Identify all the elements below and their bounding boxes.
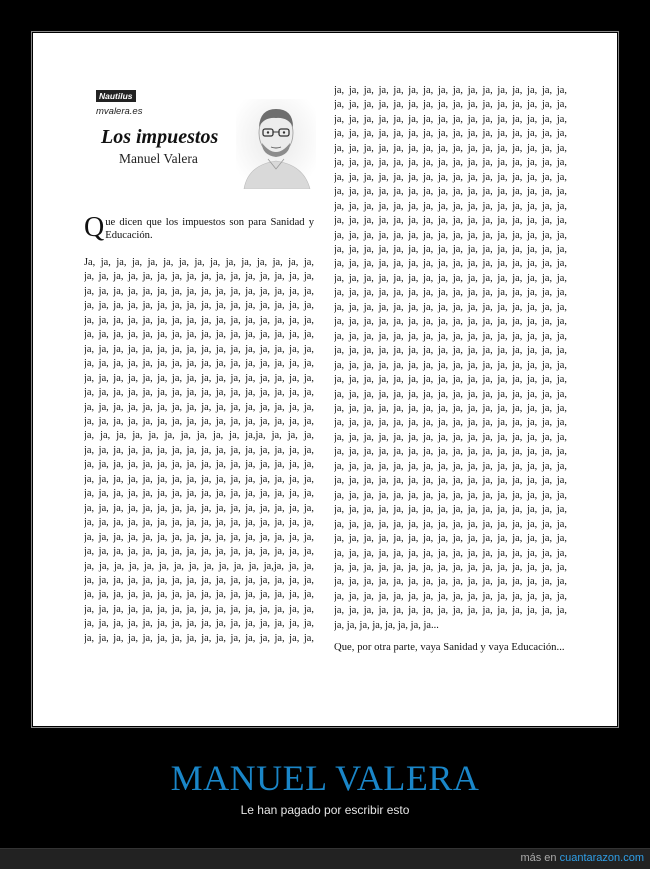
text-line: ja, ja, ja, ja, ja, ja, ja, ja, ja, ja, ja, ja, ja, ja, ja, ja, <box>84 603 314 615</box>
text-line: ja, ja, ja, ja, ja, ja, ja, ja, ja, ja, ja, ja, ja, ja, ja, ja, <box>84 358 314 370</box>
text-line: ja, ja, ja, ja, ja, ja, ja, ja, ja, ja, ja, ja, ja, ja, ja, ja, <box>334 431 567 443</box>
footer-bar <box>0 848 650 869</box>
text-line: ja, ja, ja, ja, ja, ja, ja, ja, ja, ja, ja, ja, ja, ja, ja, ja, <box>334 142 567 154</box>
text-line: ja, ja, ja, ja, ja, ja, ja, ja, ja, ja, ja, ja, ja, ja, ja, ja, <box>84 517 314 529</box>
text-line: ja, ja, ja, ja, ja, ja, ja, ja, ja, ja, ja, ja, ja, ja, ja, ja, <box>334 128 567 140</box>
intro-text: ue dicen que los impuestos son para Sanidad y Educación. <box>105 217 314 241</box>
brand-tag: Nautilus <box>96 90 136 102</box>
text-line: ja, ja, ja, ja, ja, ja, ja, ja, ja, ja, ja, ja, ja, ja, ja, ja, <box>84 329 314 341</box>
text-line: ja, ja, ja, ja, ja, ja, ja, ja, ja, ja, ja, ja, ja, ja, ja, ja, <box>84 415 314 427</box>
text-line: ja, ja, ja, ja, ja, ja, ja, ja, ja, ja, ja, ja, ja, ja, ja, ja, <box>84 473 314 485</box>
text-line: ja, ja, ja, ja, ja, ja, ja, ja, ja, ja, ja, ja, ja, ja, ja, ja, <box>84 632 314 644</box>
text-line: ja, ja, ja, ja, ja, ja, ja, ja, ja, ja, ja, ja, ja, ja, ja, ja, <box>334 605 567 617</box>
text-line: ja, ja, ja, ja, ja, ja, ja, ja, ja, ja, ja, ja, ja, ja, ja, ja, <box>334 113 567 125</box>
text-line: ja, ja, ja, ja, ja, ja, ja, ja, ja, ja, ja, ja, ja, ja, ja, ja, <box>334 258 567 270</box>
text-line: ja, ja, ja, ja, ja, ja, ja, ja, ja, ja, ja, ja, ja, ja, ja, ja, <box>84 618 314 630</box>
article-author: Manuel Valera <box>119 151 198 166</box>
article-header <box>84 84 314 204</box>
text-line: ja, ja, ja, ja, ja, ja, ja, ja, ja, ja, ja, ja, ja,ja, ja, ja, <box>84 560 314 572</box>
text-line: ja, ja, ja, ja, ja, ja, ja, ja, ja, ja, ja, ja, ja, ja, ja, ja, <box>84 343 314 355</box>
text-line: ja, ja, ja, ja, ja, ja, ja, ja, ja, ja, ja, ja, ja, ja, ja, ja, <box>84 314 314 326</box>
text-line: ja, ja, ja, ja, ja, ja, ja, ja, ja, ja, ja, ja, ja, ja, ja, ja, <box>334 460 567 472</box>
brand-block <box>96 86 142 117</box>
text-line: ja, ja, ja, ja, ja, ja, ja, ja, ja, ja, ja, ja, ja, ja, ja, ja, <box>334 171 567 183</box>
text-line: ja, ja, ja, ja, ja, ja, ja, ja, ja, ja, ja, ja, ja, ja, ja, ja, <box>334 417 567 429</box>
intro-paragraph <box>84 212 314 243</box>
text-line: ja, ja, ja, ja, ja, ja, ja, ja, ja, ja, ja, ja, ja, ja, ja, ja, <box>84 444 314 456</box>
text-line: ja, ja, ja, ja, ja, ja, ja, ja, ja, ja, ja, ja, ja, ja, ja, ja, <box>334 576 567 588</box>
text-line: ja, ja, ja, ja, ja, ja, ja, ja, ja, ja, ja, ja, ja, ja, ja, ja, <box>334 533 567 545</box>
text-line: ja, ja, ja, ja, ja, ja, ja, ja, ja, ja, ja, ja, ja, ja, ja, ja, <box>84 574 314 586</box>
text-line: ja, ja, ja, ja, ja, ja, ja, ja, ja, ja, ja, ja, ja, ja, ja, ja, <box>334 316 567 328</box>
article-image-frame <box>33 33 617 726</box>
author-portrait <box>236 99 316 189</box>
brand-url: mvalera.es <box>96 106 143 117</box>
text-line: ja, ja, ja, ja, ja, ja, ja, ja, ja, ja, ja, ja, ja, ja, ja, ja, <box>334 475 567 487</box>
text-line: ja, ja, ja, ja, ja, ja, ja, ja, ja, ja, ja, ja, ja, ja, ja, ja, <box>334 157 567 169</box>
text-line: ja, ja, ja, ja, ja, ja, ja, ja, ja, ja, ja, ja, ja, ja, ja, ja, <box>334 359 567 371</box>
caption-title: MANUEL VALERA <box>170 758 480 798</box>
drop-cap: Q <box>84 212 105 243</box>
text-line: ja, ja, ja, ja, ja, ja, ja, ja, ja, ja, ja, ja, ja, ja, ja, ja, <box>334 229 567 241</box>
text-line: ja, ja, ja, ja, ja, ja, ja, ja, ja, ja, ja, ja, ja, ja, ja, ja, <box>334 215 567 227</box>
footer-text <box>520 852 644 864</box>
text-line: ja, ja, ja, ja, ja, ja, ja, ja, ja, ja, ja, ja, ja, ja, ja, ja, <box>84 459 314 471</box>
text-line: ja, ja, ja, ja, ja, ja, ja, ja, ja, ja, ja, ja, ja, ja, ja, ja, <box>334 561 567 573</box>
text-line: ja, ja, ja, ja, ja, ja, ja, ja, ja, ja, ja, ja, ja, ja, ja, ja, <box>84 387 314 399</box>
text-line: ja, ja, ja, ja, ja, ja, ja, ja, ja, ja, ja, ja, ja, ja, ja, ja, <box>334 504 567 516</box>
text-line: ja, ja, ja, ja, ja, ja, ja, ja, ja, ja, ja, ja, ja, ja, ja, ja, <box>334 402 567 414</box>
text-line: ja, ja, ja, ja, ja, ja, ja, ja, ja, ja, ja, ja, ja, ja, ja, ja, <box>334 243 567 255</box>
text-line: ja, ja, ja, ja, ja, ja, ja, ja, ja, ja, ja, ja, ja, ja, ja, ja, <box>334 590 567 602</box>
text-line: ja, ja, ja, ja, ja, ja, ja, ja, ja, ja, ja,ja, ja, ja, ja, <box>84 430 314 442</box>
text-line: ja, ja, ja, ja, ja, ja, ja, ja, ja, ja, ja, ja, ja, ja, ja, ja, <box>334 99 567 111</box>
text-line: ja, ja, ja, ja, ja, ja, ja, ja, ja, ja, ja, ja, ja, ja, ja, ja, <box>84 488 314 500</box>
text-line: ja, ja, ja, ja, ja, ja, ja, ja, ja, ja, ja, ja, ja, ja, ja, ja, <box>334 374 567 386</box>
text-line: ja, ja, ja, ja, ja, ja, ja, ja, ja, ja, ja, ja, ja, ja, ja, ja, <box>84 372 314 384</box>
text-line: ja, ja, ja, ja, ja, ja, ja, ja, ja, ja, ja, ja, ja, ja, ja, ja, <box>334 85 567 96</box>
text-line: ja, ja, ja, ja, ja, ja, ja, ja, ja, ja, ja, ja, ja, ja, ja, ja, <box>84 531 314 543</box>
text-line: ja, ja, ja, ja, ja, ja, ja, ja, ja, ja, ja, ja, ja, ja, ja, ja, <box>334 518 567 530</box>
text-line: ja, ja, ja, ja, ja, ja, ja, ja, ja, ja, ja, ja, ja, ja, ja, ja, <box>334 446 567 458</box>
text-line: ja, ja, ja, ja, ja, ja, ja, ja, ja, ja, ja, ja, ja, ja, ja, ja, <box>334 489 567 501</box>
site-link[interactable]: cuantarazon.com <box>559 852 644 864</box>
text-line: ja, ja, ja, ja, ja, ja, ja, ja, ja, ja, ja, ja, ja, ja, ja, ja, <box>334 287 567 299</box>
text-line: ja, ja, ja, ja, ja, ja, ja, ja, ja, ja, ja, ja, ja, ja, ja, ja, <box>334 330 567 342</box>
text-line: ja, ja, ja, ja, ja, ja, ja, ja, ja, ja, ja, ja, ja, ja, ja, ja, <box>334 547 567 559</box>
text-line: ja, ja, ja, ja, ja, ja, ja, ja, ja, ja, ja, ja, ja, ja, ja, ja, <box>84 285 314 297</box>
caption-subtitle: Le han pagado por escribir esto <box>240 803 410 817</box>
ending-paragraph: Que, por otra parte, vaya Sanidad y vaya Educación... <box>334 642 565 654</box>
text-line-last: ja, ja, ja, ja, ja, ja, ja, ja... <box>334 619 439 631</box>
text-line: ja, ja, ja, ja, ja, ja, ja, ja, ja, ja, ja, ja, ja, ja, ja, ja, <box>84 502 314 514</box>
text-line: ja, ja, ja, ja, ja, ja, ja, ja, ja, ja, ja, ja, ja, ja, ja, ja, <box>84 271 314 283</box>
text-line: ja, ja, ja, ja, ja, ja, ja, ja, ja, ja, ja, ja, ja, ja, ja, ja, <box>334 345 567 357</box>
text-line: ja, ja, ja, ja, ja, ja, ja, ja, ja, ja, ja, ja, ja, ja, ja, ja, <box>334 272 567 284</box>
text-line: Ja, ja, ja, ja, ja, ja, ja, ja, ja, ja, ja, ja, ja, ja, ja, <box>84 257 314 268</box>
left-body-text <box>84 256 314 646</box>
text-line: ja, ja, ja, ja, ja, ja, ja, ja, ja, ja, ja, ja, ja, ja, ja, ja, <box>84 401 314 413</box>
text-line: ja, ja, ja, ja, ja, ja, ja, ja, ja, ja, ja, ja, ja, ja, ja, ja, <box>334 186 567 198</box>
right-body-text <box>334 84 567 654</box>
text-line: ja, ja, ja, ja, ja, ja, ja, ja, ja, ja, ja, ja, ja, ja, ja, ja, <box>84 546 314 558</box>
text-line: ja, ja, ja, ja, ja, ja, ja, ja, ja, ja, ja, ja, ja, ja, ja, ja, <box>334 301 567 313</box>
text-line: ja, ja, ja, ja, ja, ja, ja, ja, ja, ja, ja, ja, ja, ja, ja, ja, <box>84 589 314 601</box>
text-line: ja, ja, ja, ja, ja, ja, ja, ja, ja, ja, ja, ja, ja, ja, ja, ja, <box>84 300 314 312</box>
footer-prefix: más en <box>520 852 557 864</box>
article-title: Los impuestos <box>101 126 219 148</box>
text-line: ja, ja, ja, ja, ja, ja, ja, ja, ja, ja, ja, ja, ja, ja, ja, ja, <box>334 388 567 400</box>
text-line: ja, ja, ja, ja, ja, ja, ja, ja, ja, ja, ja, ja, ja, ja, ja, ja, <box>334 200 567 212</box>
